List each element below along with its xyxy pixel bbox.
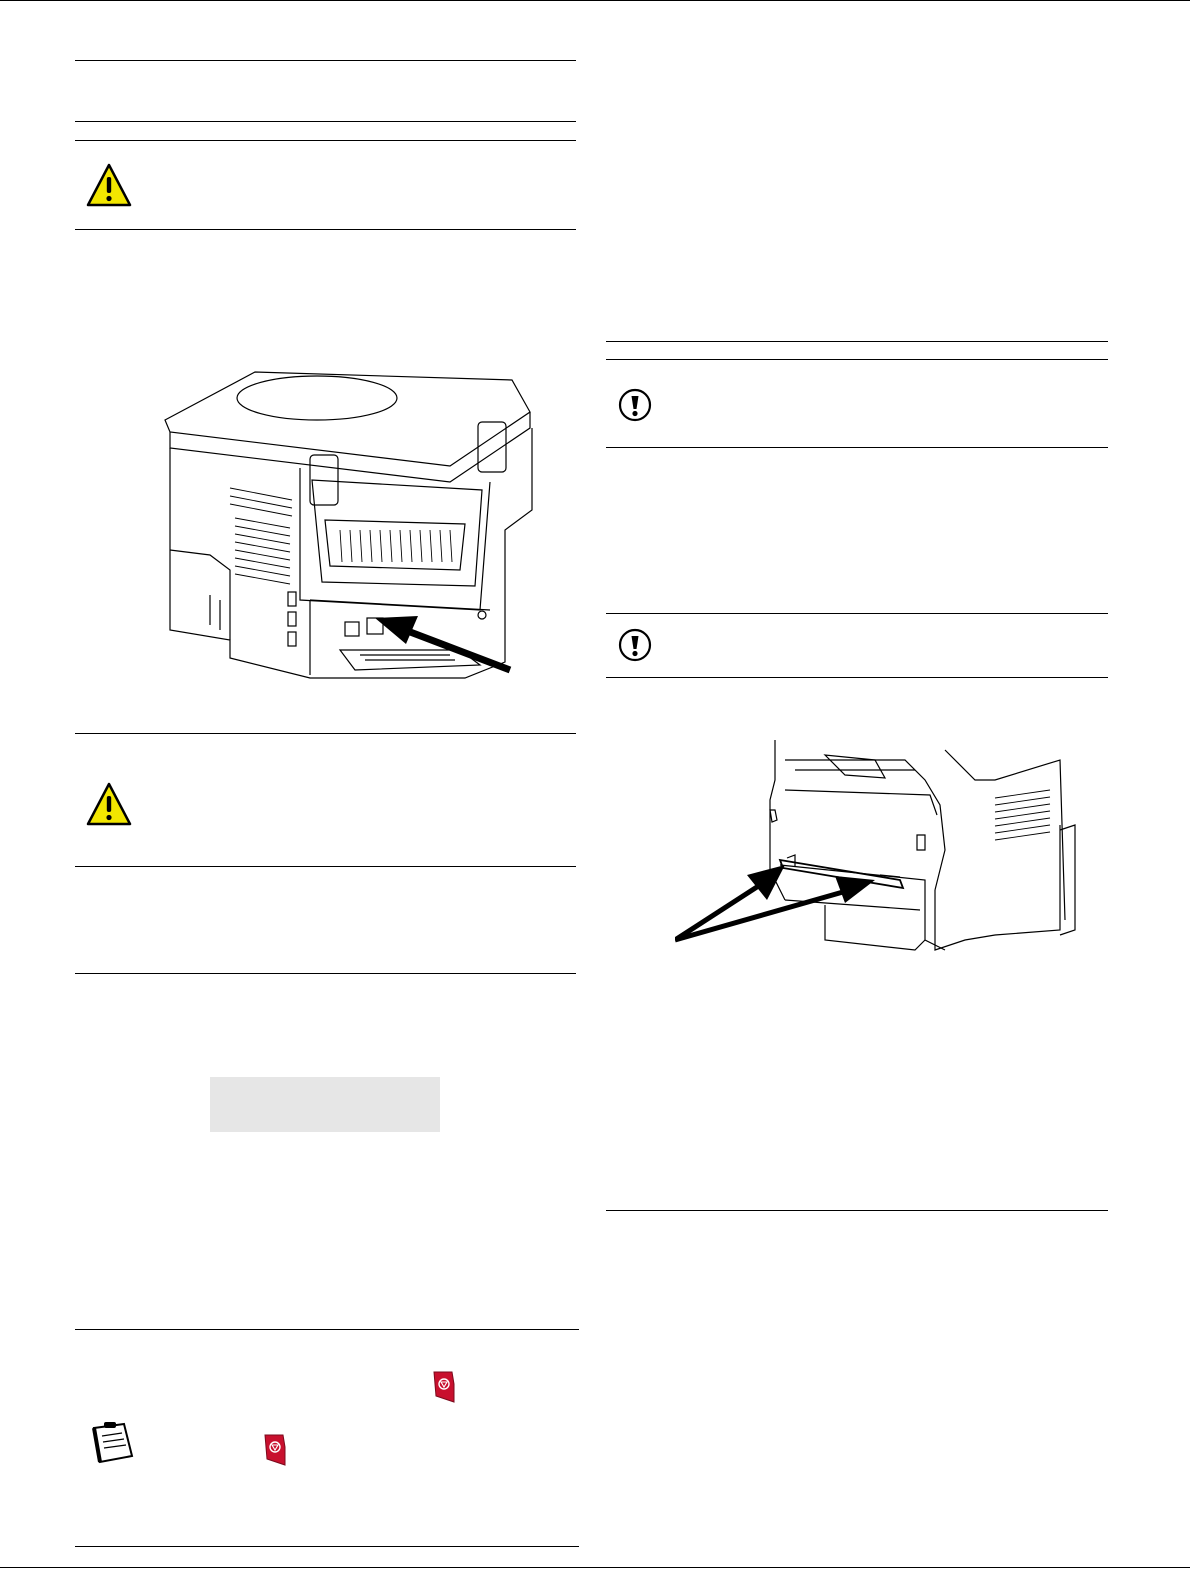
warning-top-rule (75, 140, 576, 141)
section-rule (75, 121, 576, 122)
section-rule (606, 1210, 1108, 1211)
warning-triangle-icon (86, 781, 132, 827)
stop-key-icon (263, 1433, 287, 1467)
warning-bottom-rule (75, 229, 576, 230)
notepad-icon (86, 1420, 136, 1466)
section-rule (75, 60, 576, 61)
lcd-display-box (210, 1077, 440, 1132)
exclamation-circle-icon (618, 628, 652, 662)
footer-rule (0, 1567, 1190, 1568)
warning-triangle-icon (86, 162, 132, 208)
stop-key-icon (432, 1370, 456, 1404)
important-bottom-rule (606, 447, 1108, 448)
warning-top-rule (75, 733, 576, 734)
printer-front-manual-feed-illustration (675, 740, 1085, 965)
note-bottom-rule (75, 1546, 579, 1547)
note-top-rule (75, 1329, 579, 1330)
section-rule (606, 341, 1108, 342)
exclamation-circle-icon (618, 388, 652, 422)
header-rule (0, 0, 1190, 1)
warning-bottom-rule (75, 866, 576, 867)
important-top-rule (606, 613, 1108, 614)
important-top-rule (606, 359, 1108, 360)
important-bottom-rule (606, 677, 1108, 678)
section-rule (75, 973, 576, 974)
printer-rear-usb-illustration (160, 360, 540, 690)
